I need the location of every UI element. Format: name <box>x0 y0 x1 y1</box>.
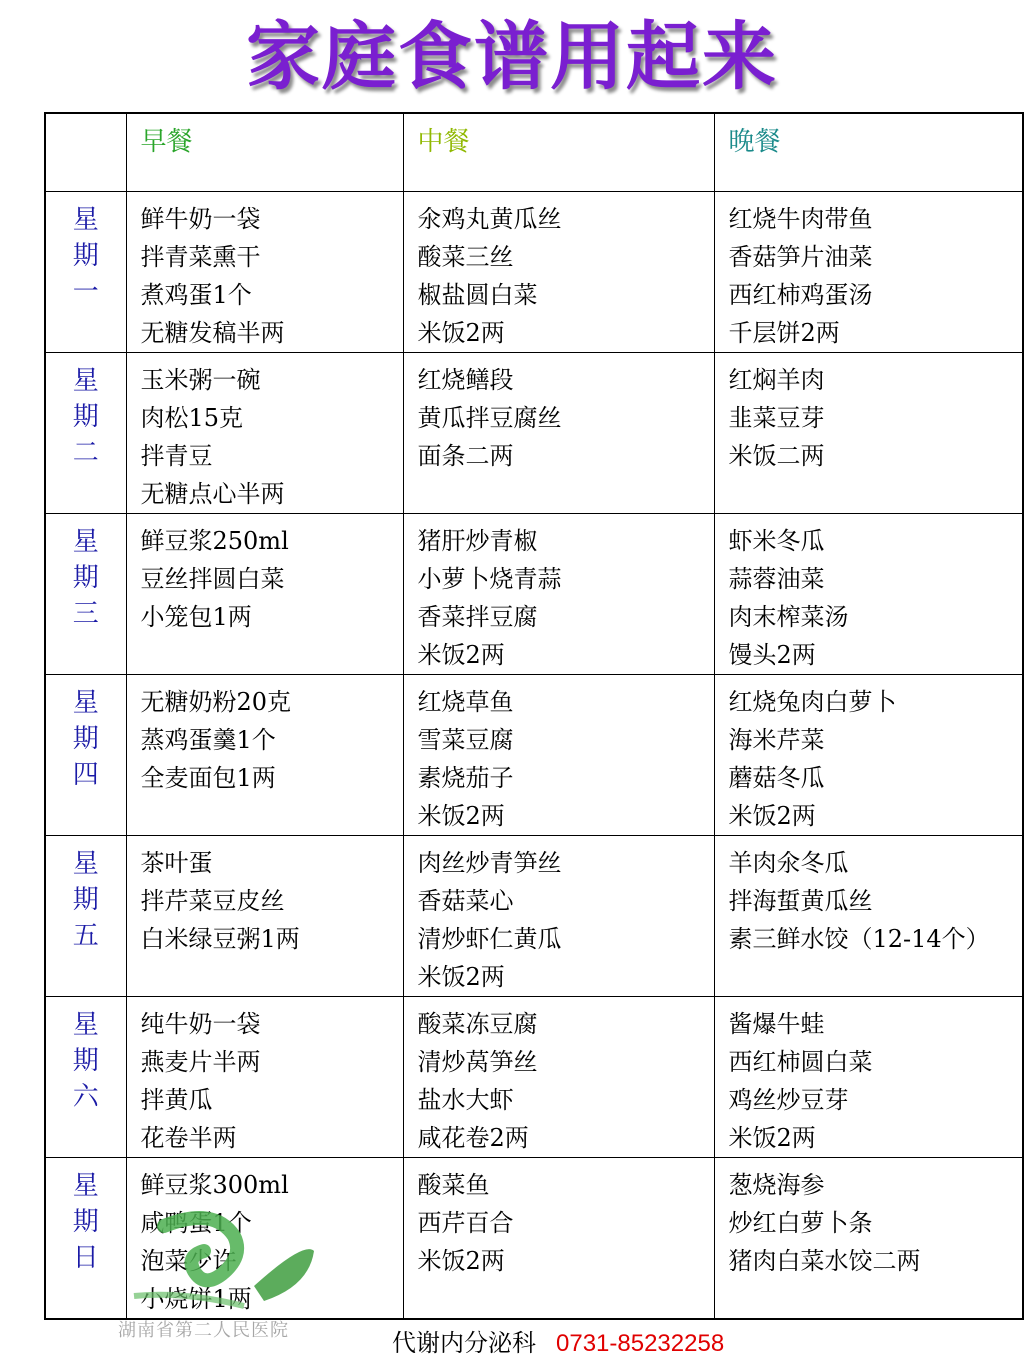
dish-item: 香菇菜心 <box>417 886 514 915</box>
dish-item: 米饭2两 <box>417 318 505 347</box>
lunch-cell <box>403 352 714 513</box>
phone-number: 0731-85232258 <box>556 1330 725 1357</box>
day-label-char: 星 <box>72 687 99 718</box>
dish-item: 小笼包1两 <box>140 602 252 631</box>
day-label-char: 日 <box>72 1242 99 1273</box>
dish-item: 无糖奶粉20克 <box>140 687 292 716</box>
lunch-cell <box>403 674 714 835</box>
day-label-char: 星 <box>72 848 99 879</box>
dish-item: 炒红白萝卜条 <box>728 1208 873 1237</box>
dish-item: 肉松15克 <box>140 403 244 432</box>
breakfast-cell <box>126 513 403 674</box>
breakfast-header: 早餐 <box>126 113 403 191</box>
breakfast-cell <box>126 835 403 996</box>
dish-item: 米饭2两 <box>417 1246 505 1275</box>
dish-item: 玉米粥一碗 <box>140 365 261 394</box>
weekly-menu-table <box>44 112 1024 1320</box>
day-row <box>45 835 1023 996</box>
dish-item: 米饭2两 <box>417 801 505 830</box>
dish-item: 泡菜少许 <box>140 1246 237 1275</box>
day-row <box>45 513 1023 674</box>
dish-item: 清炒虾仁黄瓜 <box>417 924 562 953</box>
dish-item: 咸鸭蛋1个 <box>140 1208 252 1237</box>
dish-item: 海米芹菜 <box>728 725 825 754</box>
dish-item: 白米绿豆粥1两 <box>140 924 300 953</box>
day-label-char: 二 <box>72 437 99 468</box>
dish-item: 鲜豆浆300ml <box>140 1170 289 1199</box>
dish-item: 蒜蓉油菜 <box>728 564 825 593</box>
dish-item: 茶叶蛋 <box>140 848 213 877</box>
lunch-cell <box>403 1157 714 1319</box>
dish-item: 米饭2两 <box>728 801 816 830</box>
dish-item: 米饭2两 <box>417 640 505 669</box>
dish-item: 燕麦片半两 <box>140 1047 261 1076</box>
dish-item: 拌青豆 <box>140 441 213 470</box>
dish-item: 虾米冬瓜 <box>728 526 825 555</box>
dish-item: 葱烧海参 <box>728 1170 825 1199</box>
dish-item: 豆丝拌圆白菜 <box>140 564 285 593</box>
dish-item: 椒盐圆白菜 <box>417 280 538 309</box>
dish-item: 小烧饼1两 <box>140 1284 252 1313</box>
day-label-char: 期 <box>72 884 99 915</box>
corner-header <box>45 113 126 191</box>
dish-item: 羊肉氽冬瓜 <box>728 848 849 877</box>
breakfast-cell <box>126 191 403 352</box>
dish-item: 面条二两 <box>417 441 514 470</box>
dish-item: 煮鸡蛋1个 <box>140 280 252 309</box>
day-label-char: 期 <box>72 240 99 271</box>
dish-item: 素烧茄子 <box>417 763 514 792</box>
dish-item: 千层饼2两 <box>728 318 840 347</box>
day-label-char: 星 <box>72 365 99 396</box>
dish-item: 拌青菜熏干 <box>140 242 261 271</box>
day-row <box>45 674 1023 835</box>
dinner-header: 晚餐 <box>714 113 1023 191</box>
dish-item: 香菜拌豆腐 <box>417 602 538 631</box>
dish-item: 红烧鳝段 <box>417 365 514 394</box>
dish-item: 素三鲜水饺（12-14个） <box>728 924 990 953</box>
breakfast-cell <box>126 674 403 835</box>
dinner-cell <box>714 1157 1023 1319</box>
dish-item: 酸菜三丝 <box>417 242 514 271</box>
day-label-char: 星 <box>72 1170 99 1201</box>
day-row <box>45 352 1023 513</box>
dish-item: 酱爆牛蛙 <box>728 1009 825 1038</box>
page-title: 家庭食谱用起来 <box>246 14 778 100</box>
header-row <box>45 113 1023 191</box>
day-label <box>45 835 126 996</box>
footer <box>392 1326 724 1361</box>
day-label-char: 五 <box>72 920 99 951</box>
dish-item: 黄瓜拌豆腐丝 <box>417 403 562 432</box>
dinner-cell <box>714 191 1023 352</box>
day-label <box>45 996 126 1157</box>
day-label <box>45 352 126 513</box>
dish-item: 全麦面包1两 <box>140 763 276 792</box>
dinner-cell <box>714 352 1023 513</box>
dish-item: 酸菜鱼 <box>417 1170 490 1199</box>
day-label-char: 四 <box>72 759 99 790</box>
day-label <box>45 191 126 352</box>
day-label-char: 六 <box>72 1081 99 1112</box>
dish-item: 酸菜冻豆腐 <box>417 1009 538 1038</box>
lunch-cell <box>403 191 714 352</box>
dish-item: 米饭2两 <box>417 962 505 991</box>
dish-item: 鸡丝炒豆芽 <box>728 1085 849 1114</box>
dish-item: 无糖点心半两 <box>140 479 285 508</box>
dish-item: 无糖发稿半两 <box>140 318 285 347</box>
dish-item: 咸花卷2两 <box>417 1123 529 1152</box>
dish-item: 纯牛奶一袋 <box>140 1009 261 1038</box>
day-label-char: 三 <box>72 598 99 629</box>
dish-item: 西红柿鸡蛋汤 <box>728 280 873 309</box>
department-name: 代谢内分泌科 <box>392 1329 536 1357</box>
lunch-cell <box>403 513 714 674</box>
dish-item: 米饭2两 <box>728 1123 816 1152</box>
dish-item: 蒸鸡蛋羹1个 <box>140 725 276 754</box>
dish-item: 西芹百合 <box>417 1208 514 1237</box>
day-label-char: 星 <box>72 204 99 235</box>
dish-item: 鲜牛奶一袋 <box>140 204 261 233</box>
dinner-cell <box>714 996 1023 1157</box>
breakfast-cell <box>126 996 403 1157</box>
dish-item: 氽鸡丸黄瓜丝 <box>417 204 562 233</box>
day-label-char: 星 <box>72 1009 99 1040</box>
hospital-name-watermark: 湖南省第二人民医院 <box>118 1320 289 1341</box>
dish-item: 拌黄瓜 <box>140 1085 213 1114</box>
day-row <box>45 191 1023 352</box>
dish-item: 红烧草鱼 <box>417 687 514 716</box>
day-row <box>45 996 1023 1157</box>
day-label-char: 期 <box>72 401 99 432</box>
dish-item: 雪菜豆腐 <box>417 725 514 754</box>
dish-item: 西红柿圆白菜 <box>728 1047 873 1076</box>
dish-item: 米饭二两 <box>728 441 825 470</box>
dish-item: 花卷半两 <box>140 1123 237 1152</box>
dinner-cell <box>714 674 1023 835</box>
day-label-char: 星 <box>72 526 99 557</box>
breakfast-cell <box>126 352 403 513</box>
dish-item: 鲜豆浆250ml <box>140 526 289 555</box>
day-label-char: 期 <box>72 562 99 593</box>
dish-item: 肉丝炒青笋丝 <box>417 848 562 877</box>
dinner-cell <box>714 835 1023 996</box>
dish-item: 小萝卜烧青蒜 <box>417 564 562 593</box>
dish-item: 清炒莴笋丝 <box>417 1047 538 1076</box>
dish-item: 肉末榨菜汤 <box>728 602 849 631</box>
dish-item: 蘑菇冬瓜 <box>728 763 825 792</box>
dish-item: 红烧牛肉带鱼 <box>728 204 873 233</box>
day-label-char: 一 <box>72 276 99 307</box>
day-label-char: 期 <box>72 1045 99 1076</box>
lunch-cell <box>403 996 714 1157</box>
dish-item: 馒头2两 <box>728 640 816 669</box>
day-label <box>45 674 126 835</box>
dish-item: 拌芹菜豆皮丝 <box>140 886 285 915</box>
dish-item: 红烧兔肉白萝卜 <box>728 687 897 716</box>
dish-item: 猪肝炒青椒 <box>417 526 538 555</box>
lunch-header: 中餐 <box>403 113 714 191</box>
dish-item: 拌海蜇黄瓜丝 <box>728 886 873 915</box>
day-label-char: 期 <box>72 1206 99 1237</box>
day-label-char: 期 <box>72 723 99 754</box>
day-label <box>45 513 126 674</box>
dish-item: 红焖羊肉 <box>728 365 825 394</box>
dinner-cell <box>714 513 1023 674</box>
lunch-cell <box>403 835 714 996</box>
dish-item: 猪肉白菜水饺二两 <box>728 1246 921 1275</box>
dish-item: 韭菜豆芽 <box>728 403 825 432</box>
dish-item: 盐水大虾 <box>417 1085 514 1114</box>
dish-item: 香菇笋片油菜 <box>728 242 873 271</box>
